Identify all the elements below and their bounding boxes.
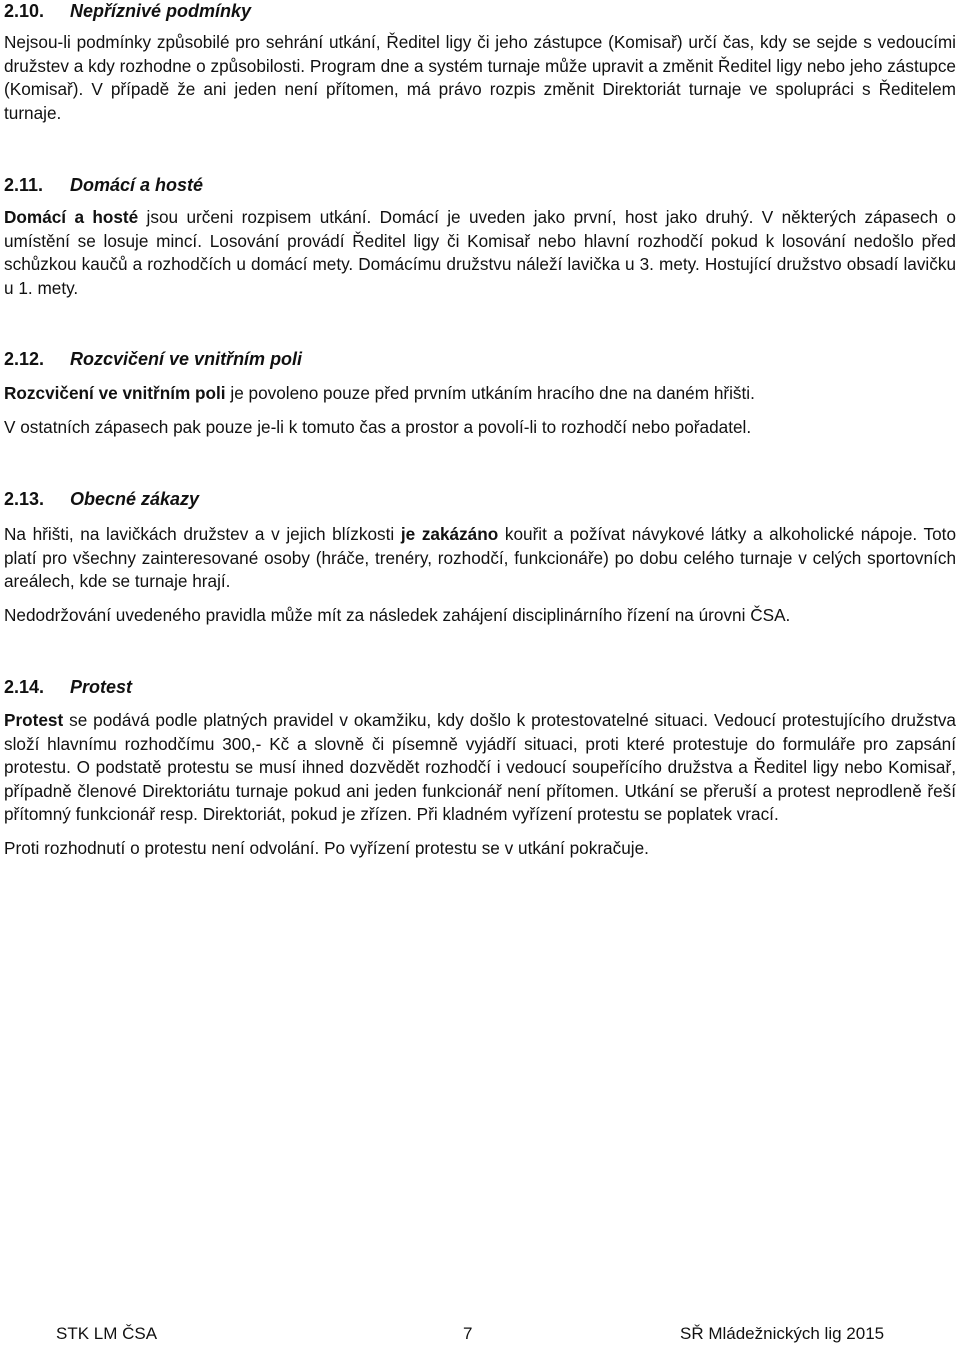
section-2-14 [4, 676, 956, 861]
footer-left: STK LM ČSA [56, 1324, 158, 1343]
footer-right: SŘ Mládežnických lig 2015 [680, 1324, 885, 1343]
section-heading [4, 488, 956, 510]
section-title: Domácí a hosté [70, 175, 204, 195]
section-number: 2.12. [4, 349, 45, 369]
section-paragraph: Na hřišti, na lavičkách družstev a v jejich blízkosti je zakázáno kouřit a požívat návykové látky a alkoholické nápoje. Toto platí pro všechny zainteresované osoby (hráče, trenéry, rozhodčí, funkcionáře) po dobu celého turnaje v celých sportovních areálech, kde se turnaje hrají. [4, 524, 957, 592]
section-paragraph: Rozcvičení ve vnitřním poli je povoleno pouze před prvním utkáním hracího dne na daném hřišti. [4, 383, 755, 403]
section-heading [4, 174, 956, 196]
section-title: Obecné zákazy [70, 489, 200, 509]
section-paragraph: Proti rozhodnutí o protestu není odvolání. Po vyřízení protestu se v utkání pokračuje. [4, 837, 649, 858]
section-paragraph: Nejsou-li podmínky způsobilé pro sehrání utkání, Ředitel ligy či jeho zástupce (Komisař) určí čas, kdy se sejde s vedoucími družstev a kdy rozhodne o způsobilosti. Program dne a systém turnaje může upravit a změnit Ředitel ligy nebo jeho zástupce (Komisař). V případě že ani jeden není přítomen, má právo rozpis změnit Direktoriát turnaje ve spolupráci s Ředitelem turnaje. [4, 32, 956, 123]
section-paragraph: Domácí a hosté jsou určeni rozpisem utkání. Domácí je uveden jako první, host jako druhý. V některých zápasech o umístění se losuje mincí. Losování provádí Ředitel ligy či Komisař nebo hlavní rozhodčí pokud k losování nedošlo před schůzkou kaučů a rozhodčích u domácí mety. Domácímu družstvu náleží lavička u 3. mety. Hostující družstvo obsadí lavičku u 1. mety. [4, 207, 956, 298]
section-heading [4, 348, 956, 370]
lead-term: Domácí a hosté [4, 207, 139, 227]
section-paragraph: V ostatních zápasech pak pouze je-li k tomuto čas a prostor a povolí-li to rozhodčí nebo pořadatel. [4, 416, 752, 437]
section-number: 2.13. [4, 489, 45, 509]
section-paragraph: Nedodržování uvedeného pravidla může mít za následek zahájení disciplinárního řízení na úrovni ČSA. [4, 604, 791, 625]
emphasis: je zakázáno [400, 524, 499, 544]
section-2-13 [4, 488, 956, 627]
section-2-11 [4, 174, 956, 300]
section-heading [4, 0, 956, 22]
footer-page-number: 7 [463, 1324, 473, 1343]
section-paragraph: Protest se podává podle platných pravidel v okamžiku, kdy došlo k protestovatelné situaci. Vedoucí protestujícího družstva složí hlavnímu rozhodčímu 300,- Kč a slovně či písemně vyjádří situaci, proti které protestuje do formuláře pro zapsání protestu. O podstatě protestu se musí ihned dozvědět rozhodčí i vedoucí soupeřícího družstva a Ředitel ligy nebo Komisař, případně členové Direktoriátu turnaje pokud ani jeden funkcionář není přítomen. Utkání se přeruší a protest neprodleně řeší přítomný funkcionář resp. Direktoriát, pokud je zřízen. Při kladném vyřízení protestu se poplatek vrací. [4, 710, 956, 825]
section-title: Protest [70, 677, 133, 697]
section-title: Rozcvičení ve vnitřním poli [70, 349, 303, 369]
section-2-12 [4, 348, 956, 439]
section-title: Nepříznivé podmínky [70, 1, 252, 21]
section-number: 2.14. [4, 677, 45, 697]
section-2-10 [4, 0, 956, 125]
section-heading [4, 676, 956, 698]
lead-term: Rozcvičení ve vnitřním poli [4, 383, 226, 403]
section-number: 2.10. [4, 1, 45, 21]
section-number: 2.11. [4, 175, 44, 195]
lead-term: Protest [4, 710, 64, 730]
